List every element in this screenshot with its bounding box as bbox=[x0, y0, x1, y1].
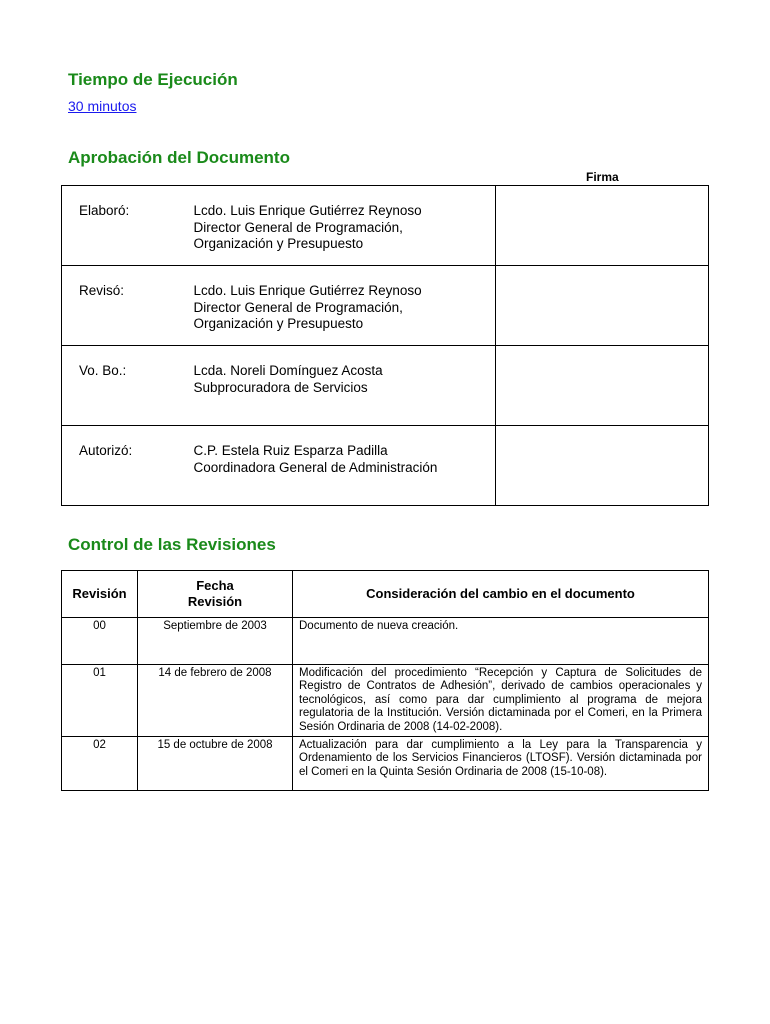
date-header-line: Revisión bbox=[187, 594, 243, 609]
approval-role: Revisó: bbox=[62, 266, 194, 346]
revision-change: Modificación del procedimiento “Recepción y Captura de Solicitudes de Registro de Contratos de Adhesión”, derivado de cambios operacionales y tecnológicos, así como para dar cumplimiento al programa de mejora regulatoria de la Institución. Versión dictaminada por el Comeri, en la Primera Sesión Ordinaria de 2008 (14-02-2008). bbox=[293, 665, 709, 737]
execution-time-heading: Tiempo de Ejecución bbox=[68, 70, 238, 89]
approval-table bbox=[61, 185, 709, 506]
revisions-heading: Control de las Revisiones bbox=[68, 535, 276, 554]
approval-person-position: Director General de Programación, bbox=[193, 219, 403, 235]
revision-column-header: Revisión bbox=[62, 571, 138, 618]
approval-person bbox=[194, 346, 496, 426]
table-row bbox=[62, 737, 709, 791]
approval-person-position: Director General de Programación, bbox=[193, 299, 403, 315]
execution-time-link[interactable]: 30 minutos bbox=[68, 98, 137, 114]
signature-column-header: Firma bbox=[586, 170, 619, 184]
revision-date: Septiembre de 2003 bbox=[138, 618, 293, 665]
approval-person-name: C.P. Estela Ruiz Esparza Padilla bbox=[193, 443, 388, 458]
revision-date: 15 de octubre de 2008 bbox=[138, 737, 293, 791]
signature-cell bbox=[496, 346, 709, 426]
approval-role: Vo. Bo.: bbox=[62, 346, 194, 426]
revision-date: 14 de febrero de 2008 bbox=[138, 665, 293, 737]
approval-person-position: Coordinadora General de Administración bbox=[193, 459, 438, 475]
approval-role: Autorizó: bbox=[62, 426, 194, 506]
approval-person bbox=[194, 186, 496, 266]
signature-cell bbox=[496, 266, 709, 346]
approval-person-name: Lcda. Noreli Domínguez Acosta bbox=[193, 363, 383, 378]
revision-number: 00 bbox=[62, 618, 138, 665]
revision-change: Documento de nueva creación. bbox=[293, 618, 709, 665]
date-column-header bbox=[138, 571, 293, 618]
revision-change: Actualización para dar cumplimiento a la Ley para la Transparencia y Ordenamiento de los Servicios Financieros (LTOSF). Versión dictaminada por el Comeri en la Quinta Sesión Ordinaria de 2008 (15-10-08). bbox=[293, 737, 709, 791]
approval-person bbox=[194, 426, 496, 506]
signature-cell bbox=[496, 426, 709, 506]
revisions-table bbox=[61, 570, 709, 791]
approval-person bbox=[194, 266, 496, 346]
change-column-header: Consideración del cambio en el documento bbox=[293, 571, 709, 618]
approval-person-name: Lcdo. Luis Enrique Gutiérrez Reynoso bbox=[193, 283, 422, 298]
approval-person-position: Subprocuradora de Servicios bbox=[193, 379, 368, 395]
approval-person-name: Lcdo. Luis Enrique Gutiérrez Reynoso bbox=[193, 203, 422, 218]
approval-person-position: Organización y Presupuesto bbox=[193, 316, 364, 331]
signature-cell bbox=[496, 186, 709, 266]
date-header-line: Fecha bbox=[196, 578, 234, 593]
revisions-header-row bbox=[62, 571, 709, 618]
approval-role: Elaboró: bbox=[62, 186, 194, 266]
table-row bbox=[62, 665, 709, 737]
approval-row-elaboro bbox=[62, 186, 709, 266]
approval-person-position: Organización y Presupuesto bbox=[193, 236, 364, 251]
approval-heading: Aprobación del Documento bbox=[68, 148, 290, 167]
approval-row-vobo bbox=[62, 346, 709, 426]
approval-row-autorizo bbox=[62, 426, 709, 506]
table-row bbox=[62, 618, 709, 665]
revision-number: 02 bbox=[62, 737, 138, 791]
approval-row-reviso bbox=[62, 266, 709, 346]
revision-number: 01 bbox=[62, 665, 138, 737]
